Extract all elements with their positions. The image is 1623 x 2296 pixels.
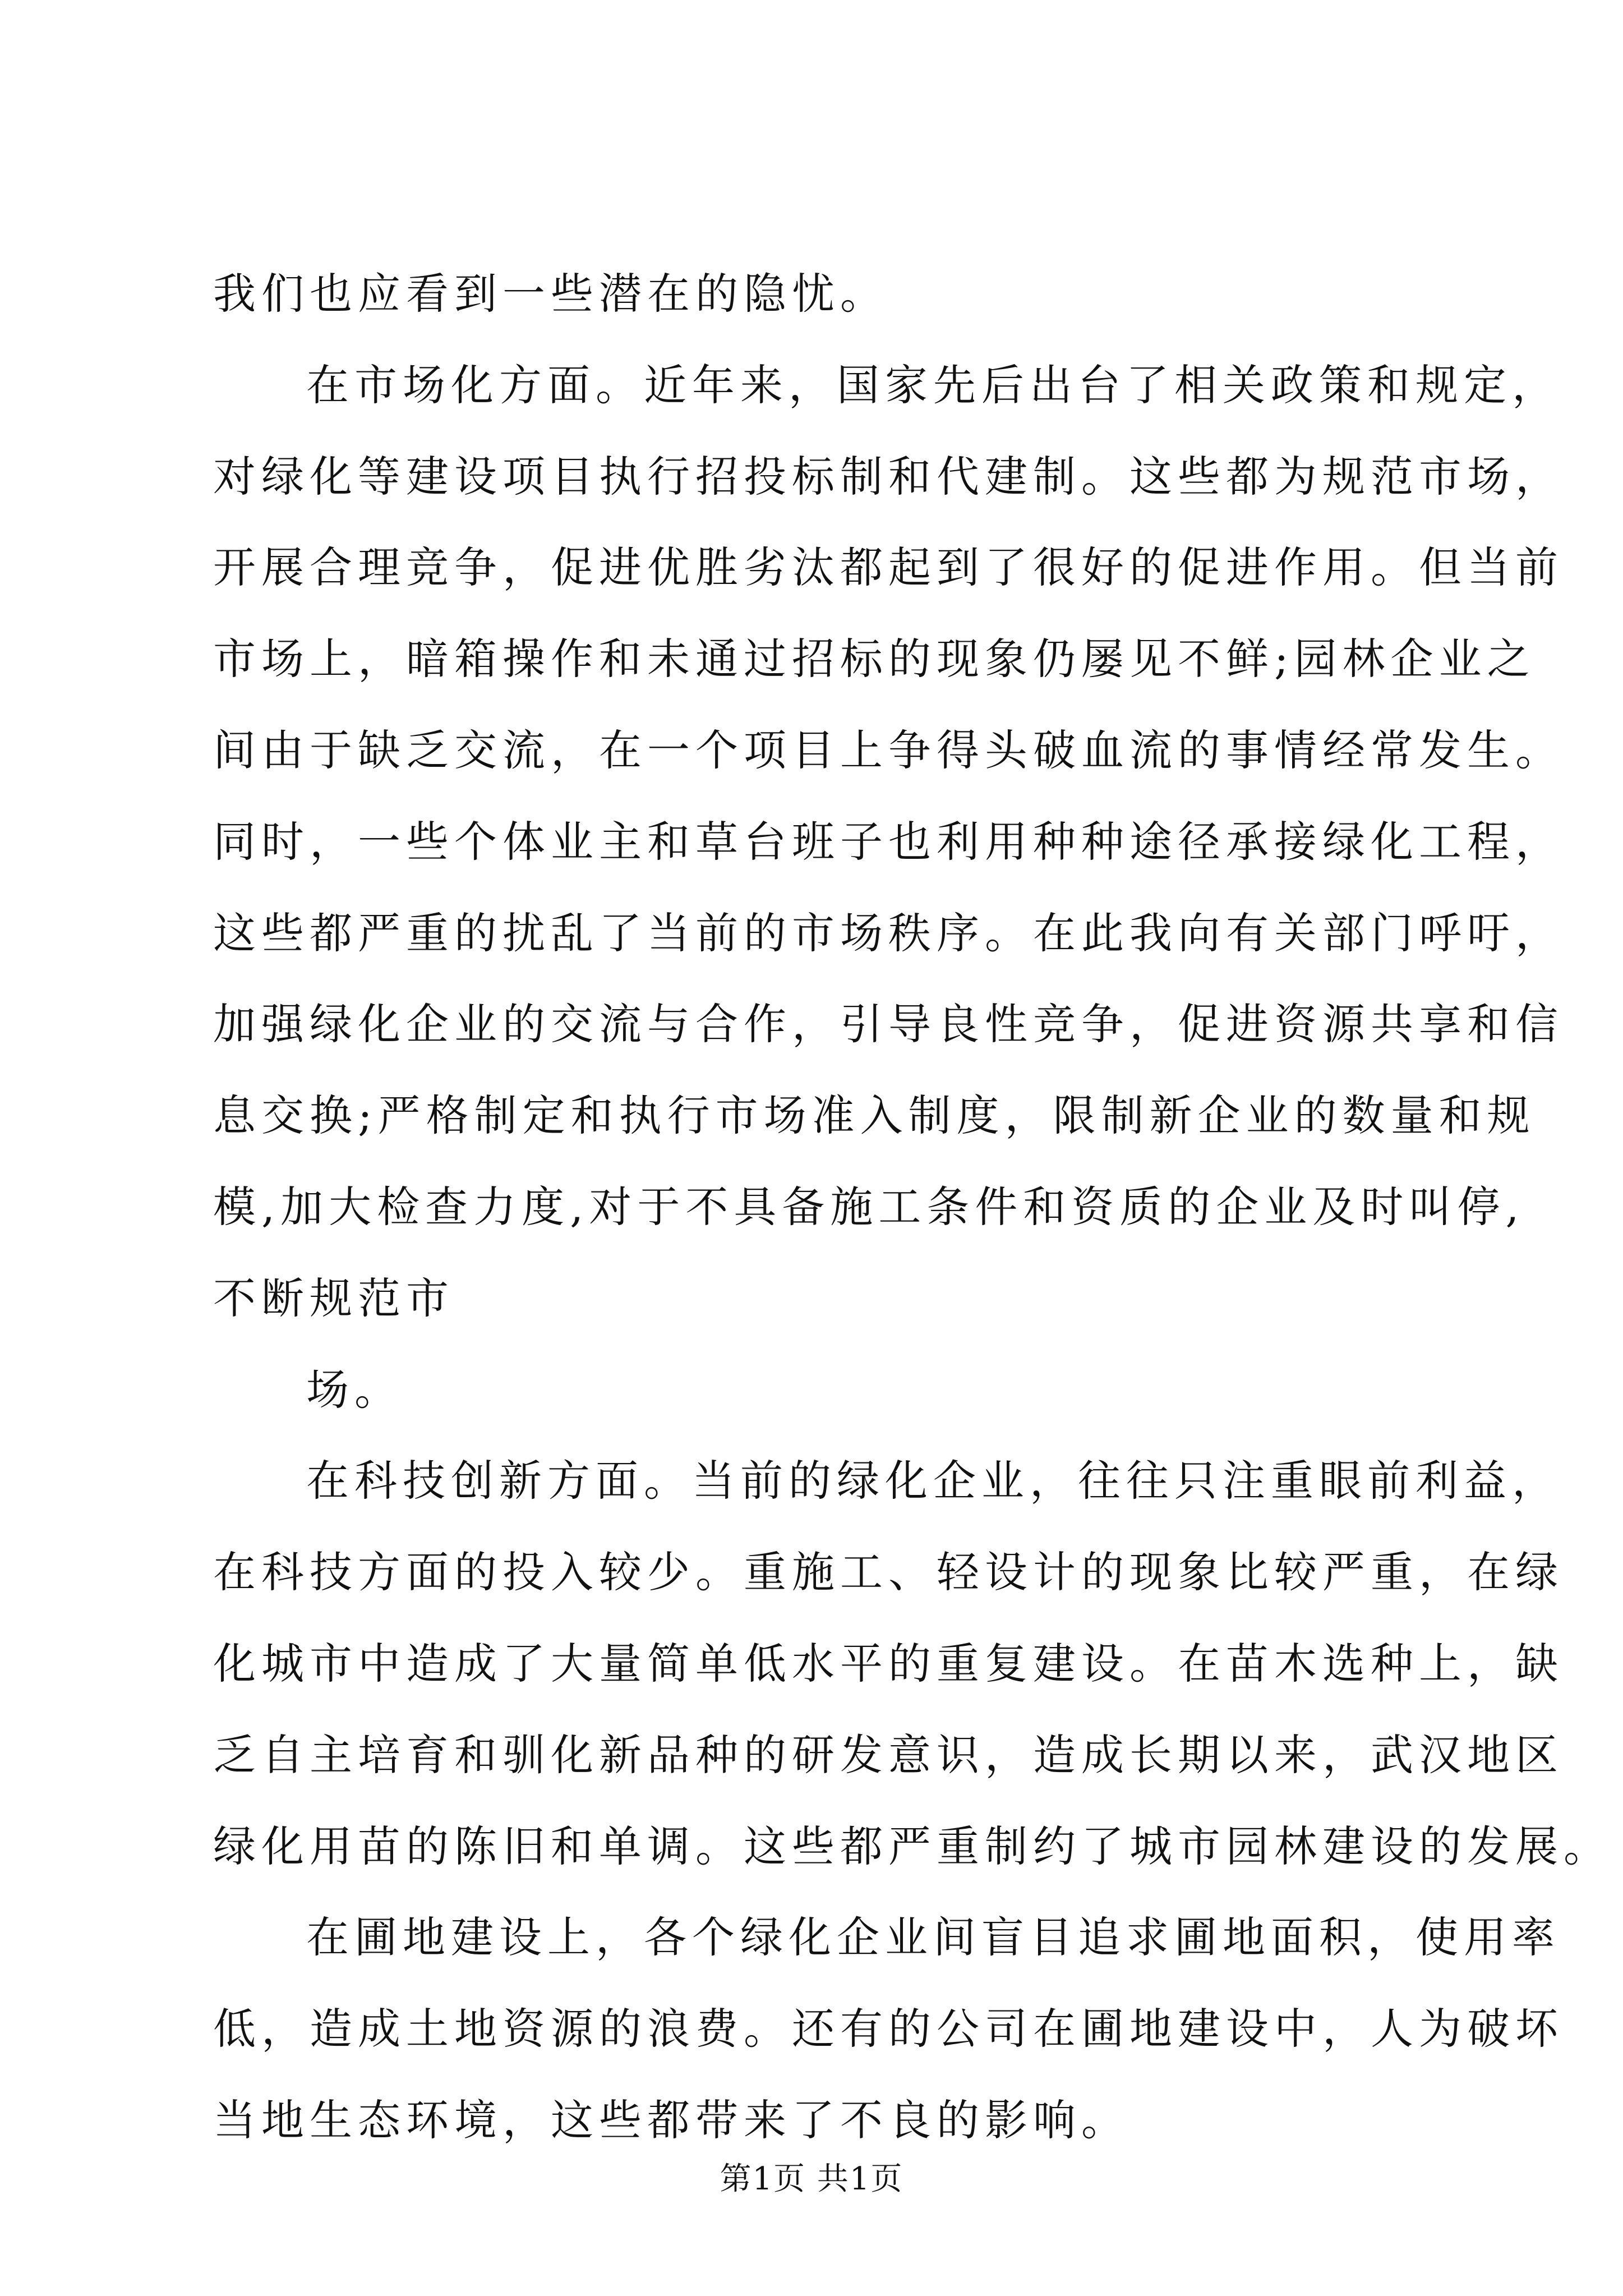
paragraph-line: 我们也应看到一些潜在的隐忧。 bbox=[213, 269, 888, 319]
paragraph-line: 场。 bbox=[306, 1365, 403, 1415]
paragraph-line: 息交换;严格制定和执行市场准入制度，限制新企业的数量和规 bbox=[213, 1091, 1536, 1140]
page-footer: 第1页 共1页 bbox=[720, 2161, 903, 2197]
paragraph-line: 在科技创新方面。当前的绿化企业，往往只注重眼前利益， bbox=[306, 1456, 1560, 1506]
paragraph-line: 低，造成土地资源的浪费。还有的公司在圃地建设中，人为破坏 bbox=[213, 2004, 1564, 2054]
paragraph-line: 当地生态环境，这些都带来了不良的影响。 bbox=[213, 2095, 1129, 2145]
paragraph-line: 同时，一些个体业主和草台班子也利用种种途径承接绿化工程， bbox=[213, 817, 1564, 867]
paragraph-line: 绿化用苗的陈旧和单调。这些都严重制约了城市园林建设的发展。 bbox=[213, 1821, 1612, 1871]
paragraph-line: 不断规范市 bbox=[213, 1273, 454, 1323]
paragraph-line: 开展合理竞争，促进优胜劣汰都起到了很好的促进作用。但当前 bbox=[213, 542, 1564, 592]
paragraph-line: 在圃地建设上，各个绿化企业间盲目追求圃地面积，使用率 bbox=[306, 1912, 1560, 1962]
paragraph-line: 加强绿化企业的交流与合作，引导良性竞争，促进资源共享和信 bbox=[213, 999, 1564, 1049]
paragraph-line: 这些都严重的扰乱了当前的市场秩序。在此我向有关部门呼吁， bbox=[213, 908, 1564, 958]
paragraph-line: 间由于缺乏交流，在一个项目上争得头破血流的事情经常发生。 bbox=[213, 725, 1564, 775]
paragraph-line: 化城市中造成了大量简单低水平的重复建设。在苗木选种上，缺 bbox=[213, 1639, 1564, 1688]
paragraph-line: 市场上，暗箱操作和未通过招标的现象仍屡见不鲜;园林企业之 bbox=[213, 634, 1536, 684]
paragraph-line: 在市场化方面。近年来，国家先后出台了相关政策和规定， bbox=[306, 360, 1560, 410]
paragraph-line: 对绿化等建设项目执行招投标制和代建制。这些都为规范市场， bbox=[213, 452, 1564, 501]
paragraph-line: 乏自主培育和驯化新品种的研发意识，造成长期以来，武汉地区 bbox=[213, 1730, 1564, 1780]
paragraph-line: 在科技方面的投入较少。重施工、轻设计的现象比较严重，在绿 bbox=[213, 1547, 1564, 1597]
paragraph-line: 模,加大检查力度,对于不具备施工条件和资质的企业及时叫停, bbox=[213, 1182, 1525, 1232]
